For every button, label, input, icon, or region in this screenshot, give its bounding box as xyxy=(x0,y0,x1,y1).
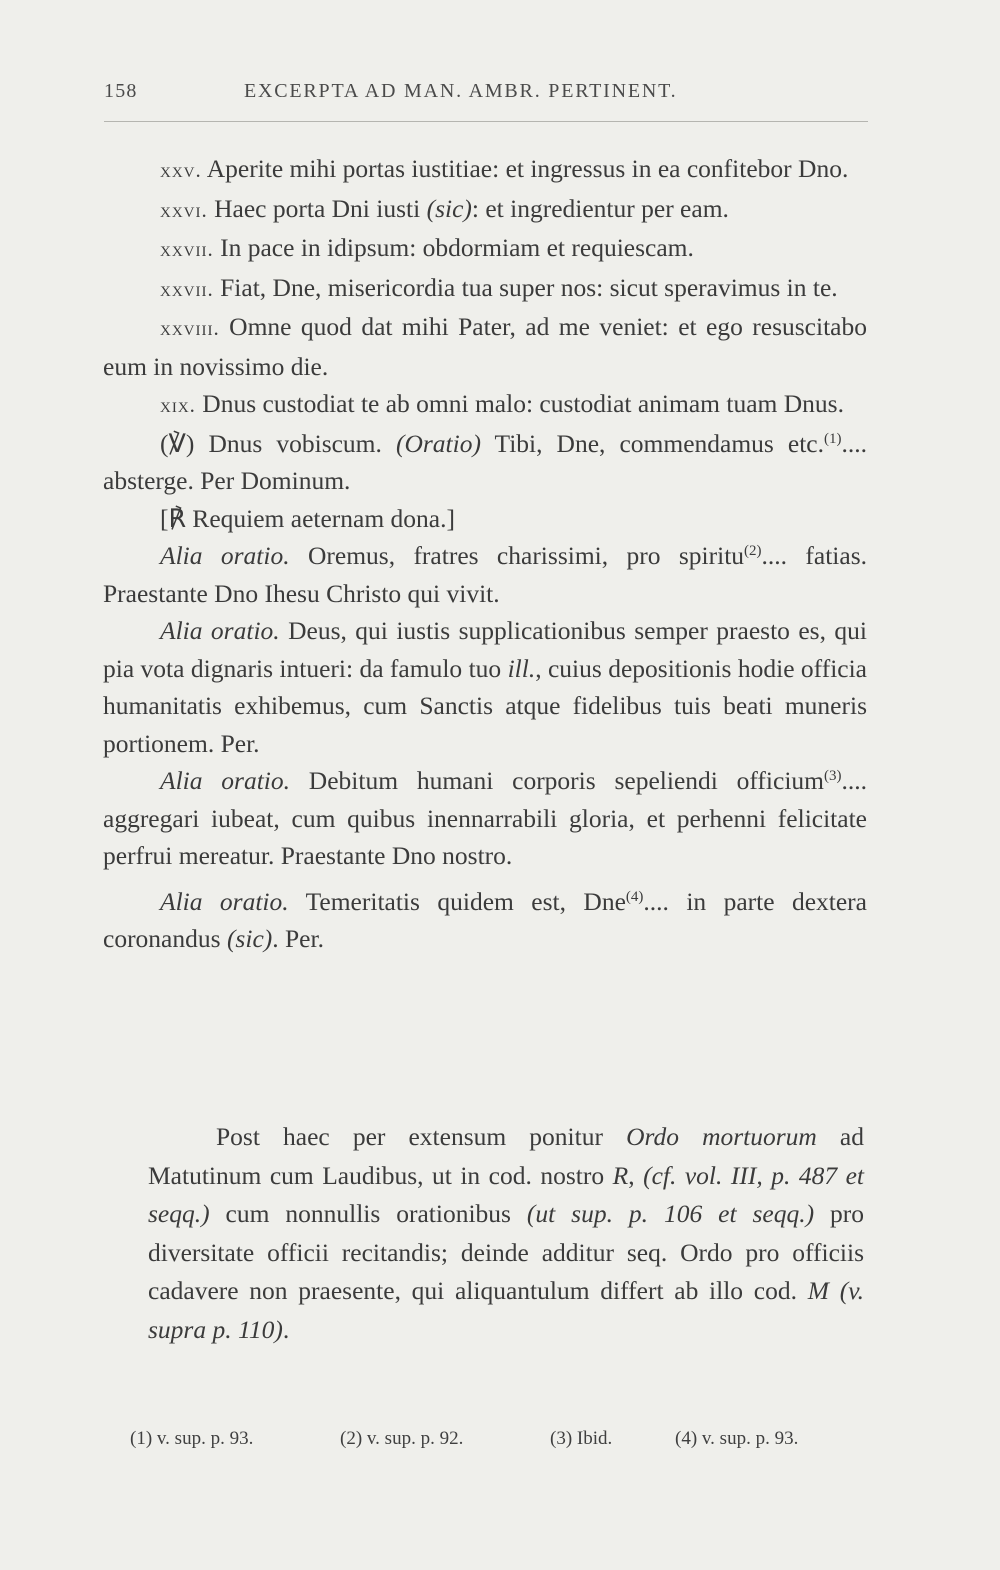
prayer-text: .... aggregari iubeat, cum quibus inennarrabili gloria, et perhenni felicitate perfrui mereatur. Praestante Dno nostro. xyxy=(103,766,867,870)
codex-siglum: M xyxy=(807,1276,829,1305)
verse-xxvii xyxy=(103,229,867,269)
prayer-text: .... in parte dextera coronandus xyxy=(103,886,867,953)
footnote-ref: (2) xyxy=(744,543,762,559)
note-text: , xyxy=(628,1160,644,1190)
note-text: cum nonnullis orationibus xyxy=(209,1199,527,1228)
versicle xyxy=(103,425,867,500)
note-paragraph xyxy=(148,1118,864,1349)
footnote-ref: (1) xyxy=(824,430,842,447)
verse-number: xxvii. xyxy=(160,276,214,301)
prayer-label: Alia oratio. xyxy=(160,616,280,645)
note-text: pro diversitate officii recitandis; deinde additur seq. Ordo pro officiis cadavere non praesente, qui aliquantulum differt ab illo cod. xyxy=(148,1199,864,1305)
cross-reference: (cf. vol. III, p. 487 et seqq.) xyxy=(148,1160,864,1228)
verse-text: Omne quod dat mihi Pater, ad me veniet: et ego resuscitabo eum in novissimo die. xyxy=(103,312,867,381)
prayer-text: . Per. xyxy=(272,924,324,953)
alia-oratio-4 xyxy=(103,883,867,958)
verse-number: xix. xyxy=(160,393,196,417)
verse-text: In pace in idipsum: obdormiam et requiescam. xyxy=(213,233,694,262)
prayer-text: Deus, qui iustis supplicationibus semper praesto es, qui pia vota dignaris intueri: da famulo tuo xyxy=(103,616,867,683)
verse-text: Fiat, Dne, misericordia tua super nos: sicut speravimus in te. xyxy=(213,272,838,302)
header-rule xyxy=(104,121,868,122)
prayer-text: Debitum humani corporis sepeliendi officium xyxy=(290,766,824,795)
cross-reference: (v. supra p. 110) xyxy=(148,1276,864,1344)
main-text xyxy=(103,150,867,958)
prayer-text: .... fatias. Praestante Dno Ihesu Christo qui vivit. xyxy=(103,541,867,608)
footnote-2: (2) v. sup. p. 92. xyxy=(340,1428,464,1449)
verse-text: Dnus custodiat te ab omni malo: custodiat animam tuam Dnus. xyxy=(195,389,844,418)
note-text xyxy=(829,1276,840,1305)
ordo-title: Ordo mortuorum xyxy=(626,1122,817,1151)
prayer-text: Oremus, fratres charissimi, pro spiritu xyxy=(289,541,745,570)
prayer-text: Temeritatis quidem est, Dne xyxy=(288,886,626,916)
verse-text: : et ingredientur per eam. xyxy=(471,193,729,223)
spacer xyxy=(103,875,867,883)
verse-text: Aperite mihi portas iustitiae: et ingressus in ea confitebor Dno. xyxy=(201,154,849,183)
footnote-1: (1) v. sup. p. 93. xyxy=(130,1428,254,1449)
verse-xxviii xyxy=(103,308,867,385)
versicle-text: .... absterge. Per Dominum. xyxy=(103,428,867,495)
footnote-ref: (3) xyxy=(824,768,842,784)
responsory xyxy=(103,500,867,538)
running-title: EXCERPTA AD MAN. AMBR. PERTINENT. xyxy=(244,80,678,102)
ill-abbrev: ill. xyxy=(507,653,536,683)
footnote-ref: (4) xyxy=(625,888,644,905)
codex-siglum: R xyxy=(612,1160,629,1190)
alia-oratio-2 xyxy=(103,612,867,762)
note-text: ad Matutinum cum Laudibus, ut in cod. nostro xyxy=(148,1122,864,1190)
prayer-text: , cuius depositionis hodie officia humanitatis exhibemus, cum Sanctis atque fidelibus tuis beati muneris portionem. Per. xyxy=(103,653,867,758)
responsory-text: [℟ Requiem aeternam dona.] xyxy=(160,503,455,533)
verse-number: xxviii. xyxy=(160,316,220,340)
versicle-text: (℣) Dnus vobiscum. xyxy=(160,428,396,458)
verse-text: Haec porta Dni iusti xyxy=(207,193,427,223)
note-text: Post haec per extensum ponitur xyxy=(216,1122,627,1151)
verse-number: xxvii. xyxy=(160,237,214,261)
prayer-label: Alia oratio. xyxy=(160,886,289,916)
note-text: . xyxy=(282,1314,290,1344)
versicle-text: Tibi, Dne, commendamus etc. xyxy=(480,428,824,458)
footnote-3: (3) Ibid. xyxy=(550,1428,613,1449)
verse-number: xxv. xyxy=(160,158,202,182)
prayer-label: Alia oratio. xyxy=(160,766,291,795)
verse-xxvii-b xyxy=(103,269,867,309)
verse-xxvi xyxy=(103,190,867,230)
sic-note: (sic) xyxy=(426,193,472,223)
footnote-4: (4) v. sup. p. 93. xyxy=(675,1428,799,1449)
verse-xix xyxy=(103,385,867,425)
page-number: 158 xyxy=(104,80,138,102)
alia-oratio-3 xyxy=(103,762,867,875)
cross-reference: (ut sup. p. 106 et seqq.) xyxy=(526,1199,815,1228)
editorial-note xyxy=(148,1118,864,1349)
oratio-label: (Oratio) xyxy=(395,428,481,458)
verse-xxv xyxy=(103,150,867,190)
verse-number: xxvi. xyxy=(160,197,208,222)
sic-note: (sic) xyxy=(226,924,273,953)
prayer-label: Alia oratio. xyxy=(160,541,290,570)
alia-oratio-1 xyxy=(103,537,867,612)
